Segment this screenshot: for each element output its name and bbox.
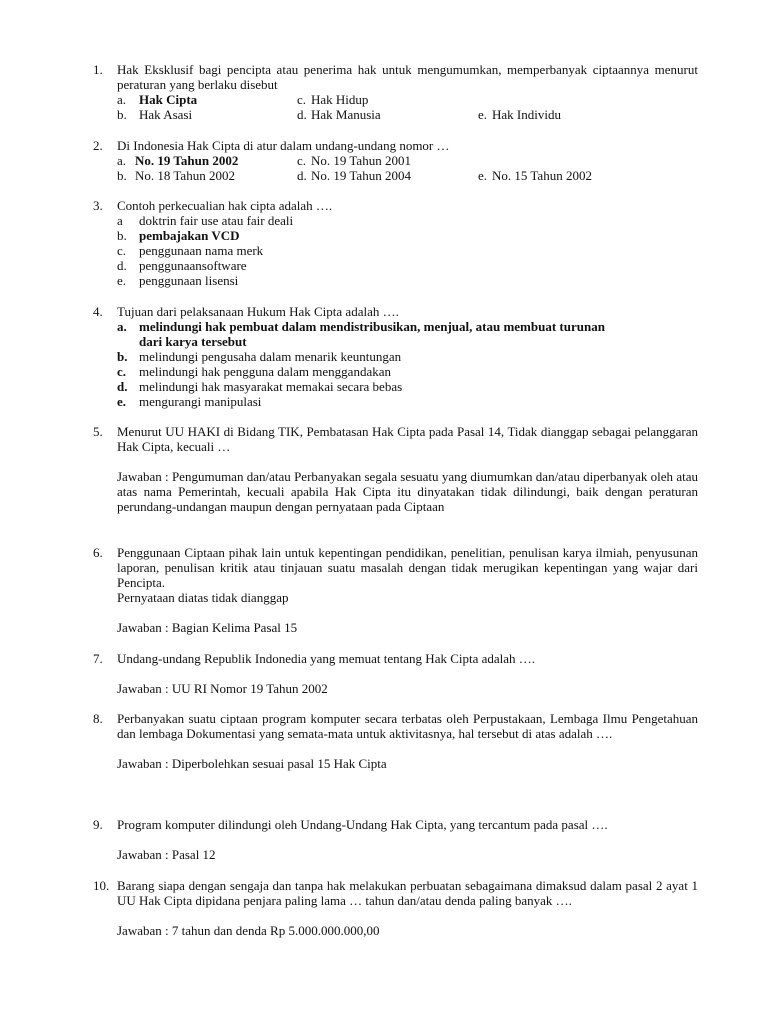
question-text: Hak Eksklusif bagi pencipta atau penerima hak untuk mengumumkan, memperbanyak ciptaannya menurut peraturan yang berlaku disebut [117,62,698,92]
option-letter: b. [117,228,127,243]
option-text: melindungi hak masyarakat memakai secara bebas [139,379,403,394]
question-text: Penggunaan Ciptaan pihak lain untuk kepentingan pendidikan, penelitian, penulisan karya ilmiah, penyusunan laporan, penulisan kritik atau tinjauan suatu masalah dengan tidak merugikan kepentingan yang wajar dari Pencipta. [117,545,698,590]
option-letter: d. [297,168,307,183]
option-text: No. 19 Tahun 2004 [311,168,411,183]
option-letter: d. [117,258,127,273]
option-letter: b. [117,168,127,183]
question-number: 8. [93,711,103,726]
question-6 [93,545,698,635]
answer-text: Jawaban : 7 tahun dan denda Rp 5.000.000.000,00 [117,923,380,938]
options-row [117,168,698,183]
option-letter: d. [117,379,128,394]
question-text: Undang-undang Republik Indonedia yang memuat tentang Hak Cipta adalah …. [117,651,536,666]
answer-text: Jawaban : UU RI Nomor 19 Tahun 2002 [117,681,328,696]
option-text: No. 18 Tahun 2002 [135,168,235,183]
option-text: doktrin fair use atau fair deali [139,213,294,228]
question-number: 6. [93,545,103,560]
answer-text: Jawaban : Pengumuman dan/atau Perbanyakan segala sesuatu yang diumumkan dan/atau diperbanyak oleh atau atas nama Pemerintah, kecuali apabila Hak Cipta itu dinyatakan tidak dilindungi, baik dengan peraturan perundang-undangan maupun dengan pernyataan pada Ciptaan [117,469,698,514]
question-5 [93,424,698,514]
option-text: Hak Asasi [139,107,193,122]
options-row [117,153,698,168]
question-number: 7. [93,651,103,666]
question-1 [93,62,698,122]
option-e [117,273,698,288]
option-text: pembajakan VCD [139,228,240,243]
question-number: 3. [93,198,103,213]
option-letter: c. [117,364,127,379]
option-a-continuation [117,334,698,349]
question-9 [93,817,698,862]
option-text: mengurangi manipulasi [139,394,262,409]
question-text: Perbanyakan suatu ciptaan program komputer secara terbatas oleh Perpustakaan, Lembaga Ilmu Pengetahuan dan lembaga Dokumentasi yang semata-mata untuk aktivitasnya, hal tersebut di atas adalah …. [117,711,698,741]
question-text-continuation: Pernyataan diatas tidak dianggap [117,590,289,605]
option-letter: a. [117,92,127,107]
option-text: melindungi pengusaha dalam menarik keuntungan [139,349,402,364]
option-letter: b. [117,349,128,364]
question-number: 4. [93,304,103,319]
option-c [117,243,698,258]
question-2 [93,138,698,183]
question-text: Contoh perkecualian hak cipta adalah …. [117,198,333,213]
option-letter: d. [297,107,307,122]
option-letter: e. [117,394,127,409]
answer-text: Jawaban : Pasal 12 [117,847,216,862]
option-letter: c. [297,92,307,107]
option-d [117,379,698,394]
option-text: penggunaan nama merk [139,243,264,258]
question-number: 10. [93,878,110,893]
option-c [117,364,698,379]
question-text: Program komputer dilindungi oleh Undang-Undang Hak Cipta, yang tercantum pada pasal …. [117,817,608,832]
question-10 [93,878,698,938]
option-text: No. 15 Tahun 2002 [492,168,592,183]
option-a [117,319,698,334]
question-text: Barang siapa dengan sengaja dan tanpa hak melakukan perbuatan sebagaimana dimaksud dalam pasal 2 ayat 1 UU Hak Cipta dipidana penjara paling lama … tahun dan/atau denda paling banyak …. [117,878,698,908]
option-d [117,258,698,273]
option-text: dari karya tersebut [139,334,247,349]
question-8 [93,711,698,771]
option-a [117,213,698,228]
option-text: No. 19 Tahun 2001 [311,153,411,168]
option-text: melindungi hak pembuat dalam mendistribusikan, menjual, atau membuat turunan [139,319,605,334]
question-number: 2. [93,138,103,153]
options-row [117,107,698,122]
question-7 [93,651,698,696]
option-text: Hak Cipta [139,92,198,107]
question-text: Di Indonesia Hak Cipta di atur dalam undang-undang nomor … [117,138,450,153]
question-text: Tujuan dari pelaksanaan Hukum Hak Cipta adalah …. [117,304,399,319]
option-text: Hak Manusia [311,107,381,122]
question-number: 5. [93,424,103,439]
question-number: 9. [93,817,103,832]
option-letter: c. [297,153,307,168]
answer-text: Jawaban : Bagian Kelima Pasal 15 [117,620,298,635]
option-letter: e. [478,107,488,122]
question-number: 1. [93,62,103,77]
question-text: Menurut UU HAKI di Bidang TIK, Pembatasan Hak Cipta pada Pasal 14, Tidak dianggap sebagai pelanggaran Hak Cipta, kecuali … [117,424,698,454]
option-letter: a. [117,319,127,334]
option-letter: a [117,213,123,228]
options-row [117,92,698,107]
option-text: Hak Individu [492,107,561,122]
option-letter: e. [478,168,488,183]
option-b [117,349,698,364]
option-e [117,394,698,409]
question-4 [93,304,698,409]
option-letter: b. [117,107,127,122]
option-letter: e. [117,273,127,288]
option-letter: a. [117,153,127,168]
option-b [117,228,698,243]
option-letter: c. [117,243,127,258]
question-3 [93,198,698,288]
option-text: No. 19 Tahun 2002 [135,153,239,168]
option-text: penggunaan lisensi [139,273,239,288]
option-text: Hak Hidup [311,92,369,107]
option-text: melindungi hak pengguna dalam menggandakan [139,364,391,379]
answer-text: Jawaban : Diperbolehkan sesuai pasal 15 Hak Cipta [117,756,387,771]
option-text: penggunaansoftware [139,258,247,273]
